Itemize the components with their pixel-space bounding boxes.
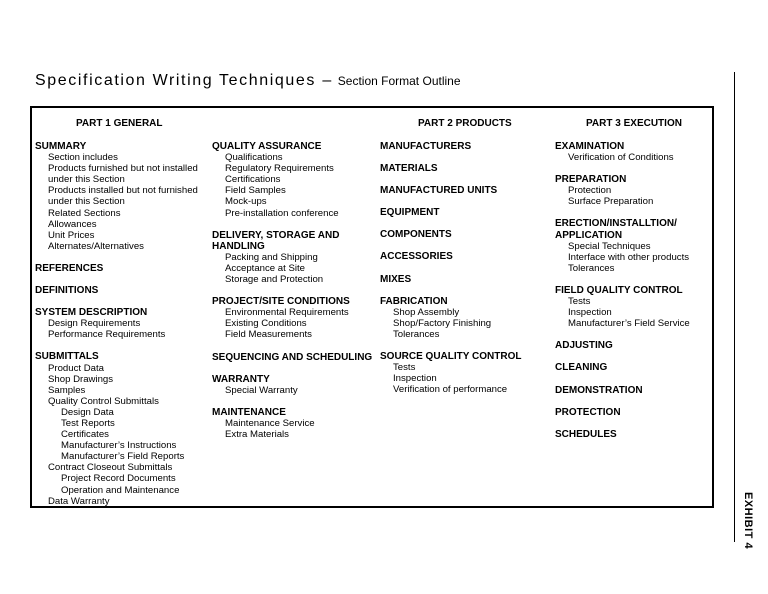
outline-section	[380, 163, 550, 174]
section-title: SOURCE QUALITY CONTROL	[380, 351, 522, 363]
section-item: Tests	[393, 362, 416, 374]
section-item: Product Data	[48, 362, 104, 374]
section-title: DEMONSTRATION	[555, 384, 643, 396]
section-item: Qualifications	[225, 152, 283, 164]
section-title: ACCESSORIES	[380, 251, 453, 263]
section-title: ERECTION/INSTALLTION/ APPLICATION	[555, 218, 677, 241]
section-item: Packing and Shipping	[225, 251, 318, 263]
section-item: Field Samples	[225, 185, 286, 197]
section-item: Maintenance Service	[225, 417, 315, 429]
part2-heading: PART 2 PRODUCTS	[418, 118, 512, 129]
outline-section	[380, 351, 550, 395]
section-item: Test Reports	[61, 417, 115, 429]
margin-rule	[734, 72, 735, 542]
section-title: FABRICATION	[380, 295, 448, 307]
exhibit-label-text: EXHIBIT 4	[742, 492, 754, 550]
outline-section	[555, 385, 713, 396]
section-item: Mock-ups	[225, 196, 267, 208]
section-item: Data Warranty	[48, 495, 110, 507]
section-title: SUMMARY	[35, 141, 87, 152]
section-item: Special Techniques	[568, 240, 651, 252]
section-item: Pre-installation conference	[225, 207, 339, 219]
section-title: WARRANTY	[212, 373, 270, 385]
outline-section	[35, 285, 207, 296]
outline-section	[555, 218, 713, 273]
section-item: Environmental Requirements	[225, 307, 349, 319]
section-item: Design Requirements	[48, 318, 141, 330]
section-title: MAINTENANCE	[212, 406, 286, 418]
outline-section	[212, 230, 384, 285]
section-item: Allowances	[48, 218, 97, 230]
section-item: Section includes	[48, 152, 118, 164]
section-item: Tolerances	[568, 262, 615, 274]
section-item: Shop/Factory Finishing	[393, 317, 492, 329]
section-item: Shop Assembly	[393, 306, 460, 318]
section-item: Manufacturer’s Instructions	[61, 440, 177, 452]
title-dash: –	[322, 72, 332, 89]
part3-heading: PART 3 EXECUTION	[586, 118, 682, 129]
outline-section	[380, 185, 550, 196]
outline-section	[380, 207, 550, 218]
section-item: Storage and Protection	[225, 274, 324, 286]
section-item: Shop Drawings	[48, 373, 114, 385]
part3-column	[555, 141, 713, 451]
outline-section	[35, 307, 207, 340]
section-title: PROTECTION	[555, 406, 621, 418]
outline-section	[380, 229, 550, 240]
section-item: Unit Prices	[48, 229, 95, 241]
title-main: Specification Writing Techniques	[35, 72, 316, 89]
section-title: CLEANING	[555, 362, 608, 374]
outline-box	[30, 106, 714, 508]
outline-section	[555, 429, 713, 440]
outline-section	[212, 141, 384, 219]
outline-section	[555, 141, 713, 163]
section-title: MANUFACTURERS	[380, 141, 472, 152]
section-item: Products furnished but not installed under this Section	[48, 163, 198, 186]
section-item: Project Record Documents	[61, 473, 176, 485]
outline-section	[35, 263, 207, 274]
section-title: SCHEDULES	[555, 428, 617, 440]
outline-section	[380, 296, 550, 340]
section-item: Samples	[48, 384, 86, 396]
outline-section	[380, 141, 550, 152]
outline-section	[35, 351, 207, 506]
section-title: SEQUENCING AND SCHEDULING	[212, 351, 373, 363]
outline-section	[555, 340, 713, 351]
section-item: Tolerances	[393, 328, 440, 340]
section-item: Alternates/Alternatives	[48, 240, 144, 252]
section-title: QUALITY ASSURANCE	[212, 141, 322, 152]
exhibit-label	[742, 492, 756, 552]
section-item: Surface Preparation	[568, 196, 654, 208]
section-item: Manufacturer’s Field Reports	[61, 451, 185, 463]
part2-column	[380, 141, 550, 406]
section-title: MIXES	[380, 273, 412, 285]
section-item: Related Sections	[48, 207, 121, 219]
outline-section	[212, 296, 384, 340]
section-item: Extra Materials	[225, 428, 289, 440]
section-item: Interface with other products	[568, 251, 690, 263]
section-title: PROJECT/SITE CONDITIONS	[212, 296, 350, 308]
outline-section	[555, 407, 713, 418]
section-item: Contract Closeout Submittals	[48, 462, 173, 474]
section-item: Performance Requirements	[48, 329, 166, 341]
outline-section	[555, 174, 713, 207]
outline-section	[380, 251, 550, 262]
outline-section	[380, 274, 550, 285]
section-item: Field Measurements	[225, 329, 312, 341]
outline-section	[35, 141, 207, 252]
outline-section	[212, 352, 384, 363]
section-title: DELIVERY, STORAGE AND HANDLING	[212, 229, 340, 252]
section-item: Inspection	[393, 373, 437, 385]
outline-section	[555, 285, 713, 329]
section-item: Acceptance at Site	[225, 262, 305, 274]
section-item: Inspection	[568, 307, 612, 319]
section-title: FIELD QUALITY CONTROL	[555, 284, 683, 296]
title-subtitle: Section Format Outline	[337, 74, 461, 88]
section-title: DEFINITIONS	[35, 285, 99, 297]
section-item: Products installed but not furnished under this Section	[48, 185, 198, 208]
section-item: Tests	[568, 296, 591, 308]
section-item: Certifications	[225, 174, 281, 186]
section-title: SYSTEM DESCRIPTION	[35, 307, 148, 319]
section-item: Existing Conditions	[225, 318, 307, 330]
section-item: Verification of performance	[393, 384, 508, 396]
section-item: Manufacturer’s Field Service	[568, 318, 690, 330]
section-item: Verification of Conditions	[568, 152, 674, 164]
section-title: EQUIPMENT	[380, 207, 440, 219]
section-item: Regulatory Requirements	[225, 163, 334, 175]
section-title: EXAMINATION	[555, 141, 625, 152]
section-item: Quality Control Submittals	[48, 395, 159, 407]
outline-section	[212, 407, 384, 440]
section-title: MATERIALS	[380, 163, 438, 175]
part1-column-left	[35, 141, 207, 518]
section-title: ADJUSTING	[555, 340, 613, 352]
section-title: SUBMITTALS	[35, 351, 99, 363]
section-title: REFERENCES	[35, 262, 104, 274]
section-title: PREPARATION	[555, 174, 627, 186]
section-item: Protection	[568, 185, 612, 197]
outline-section	[555, 362, 713, 373]
section-item: Special Warranty	[225, 384, 298, 396]
part1-column-right	[212, 141, 384, 451]
outline-section	[212, 374, 384, 396]
section-item: Certificates	[61, 429, 109, 441]
section-title: COMPONENTS	[380, 229, 452, 241]
section-item: Operation and Maintenance	[61, 484, 180, 496]
page-title	[35, 72, 461, 90]
section-item: Design Data	[61, 406, 114, 418]
section-title: MANUFACTURED UNITS	[380, 185, 498, 197]
part1-heading: PART 1 GENERAL	[76, 118, 163, 129]
